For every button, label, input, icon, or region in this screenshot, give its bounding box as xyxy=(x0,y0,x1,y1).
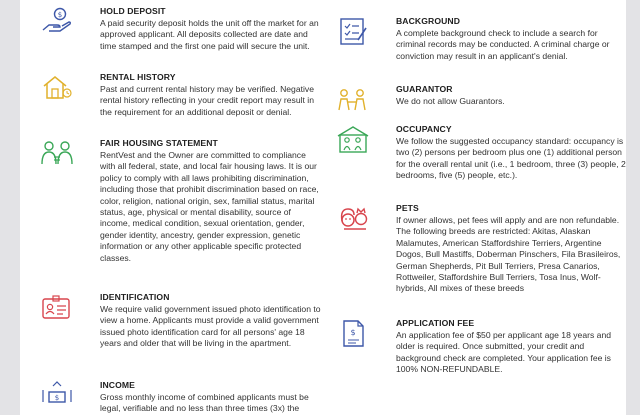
page-margin-left xyxy=(0,0,20,415)
section-title: HOLD DEPOSIT xyxy=(100,6,166,16)
policy-sheet xyxy=(20,0,626,415)
section-title: BACKGROUND xyxy=(396,16,461,26)
occupancy-family-icon xyxy=(336,124,370,154)
svg-text:$: $ xyxy=(57,11,63,19)
people-equality-icon xyxy=(40,138,74,168)
section-body: RentVest and the Owner are committed to compliance with all federal, state, and local fair housing laws. It is our policy to comply with all laws prohibiting discrimination, including those that prohibit discrimination based on race, color, religion, national origin, sex, familial status, marital status, age, physical or mental disability, source of income, medical condition, sexual orientation, gender, gender identity, ancestry, gender expression, genetic information or any other applicable specific protected classes. xyxy=(100,150,319,263)
section-body: We follow the suggested occupancy standard: occupancy is two (2) persons per bedroom plus one (1) additional person for the overall rental unit (i.e., 1 bedroom, three (3) people, 2 bedrooms, five (5) people, etc.). xyxy=(396,136,626,181)
hand-coin-icon xyxy=(40,6,74,36)
section-title: INCOME xyxy=(100,380,135,390)
guarantor-people-icon xyxy=(336,84,370,114)
section-body: We do not allow Guarantors. xyxy=(396,96,505,106)
section-title: IDENTIFICATION xyxy=(100,292,170,302)
money-income-icon xyxy=(40,380,74,410)
section-title: RENTAL HISTORY xyxy=(100,72,176,82)
section-title: FAIR HOUSING STATEMENT xyxy=(100,138,218,148)
svg-text:$: $ xyxy=(54,394,60,402)
section-body: An application fee of $50 per applicant age 18 years and older is required. Once submitted, your credit and background check are completed. Your application fee is 100% NON-REFUNDABLE. xyxy=(396,330,611,375)
page-margin-right xyxy=(626,0,640,415)
section-body: Gross monthly income of combined applicants must be legal, verifiable and no less than three times (3x) the xyxy=(100,392,309,414)
section-body: If owner allows, pet fees will apply and are non refundable. The following breeds are restricted: Akitas, Alaskan Malamutes, American Staffordshire Terriers, Argentine Dogos, Bull Mastiffs, Doberman Pinschers, Fila Brasileiros, German Shepherds, Pit Bull Terriers, Presa Canarios, Rottweiler, Staffordshire Bull Terriers, Tosa Inus, Wolf-hybrids, All mixes of these breeds xyxy=(396,215,621,294)
section-title: PETS xyxy=(396,203,419,213)
pet-dog-cat-icon xyxy=(336,203,370,233)
section-title: OCCUPANCY xyxy=(396,124,452,134)
section-body: We require valid government issued photo identification to view a home. Applicants must provide a valid government issued photo identification card for all persons' age 18 years and older that will be living in the apartment. xyxy=(100,304,321,349)
section-title: APPLICATION FEE xyxy=(396,318,475,328)
section-body: A complete background check to include a search for criminal records may be conducted. A criminal charge or conviction may result in an applicant's denial. xyxy=(396,28,610,61)
svg-text:$: $ xyxy=(350,328,356,337)
checklist-icon xyxy=(336,16,370,46)
id-card-icon xyxy=(40,292,74,322)
section-title: GUARANTOR xyxy=(396,84,453,94)
fee-document-icon xyxy=(336,318,370,348)
house-history-icon xyxy=(40,72,74,102)
section-body: A paid security deposit holds the unit off the market for an approved applicant. All deposits collected are date and time stamped and the first one paid will secure the unit. xyxy=(100,18,319,51)
section-body: Past and current rental history may be verified. Negative rental history reflecting in your credit report may result in the requirement for an additional deposit or denial. xyxy=(100,84,314,117)
